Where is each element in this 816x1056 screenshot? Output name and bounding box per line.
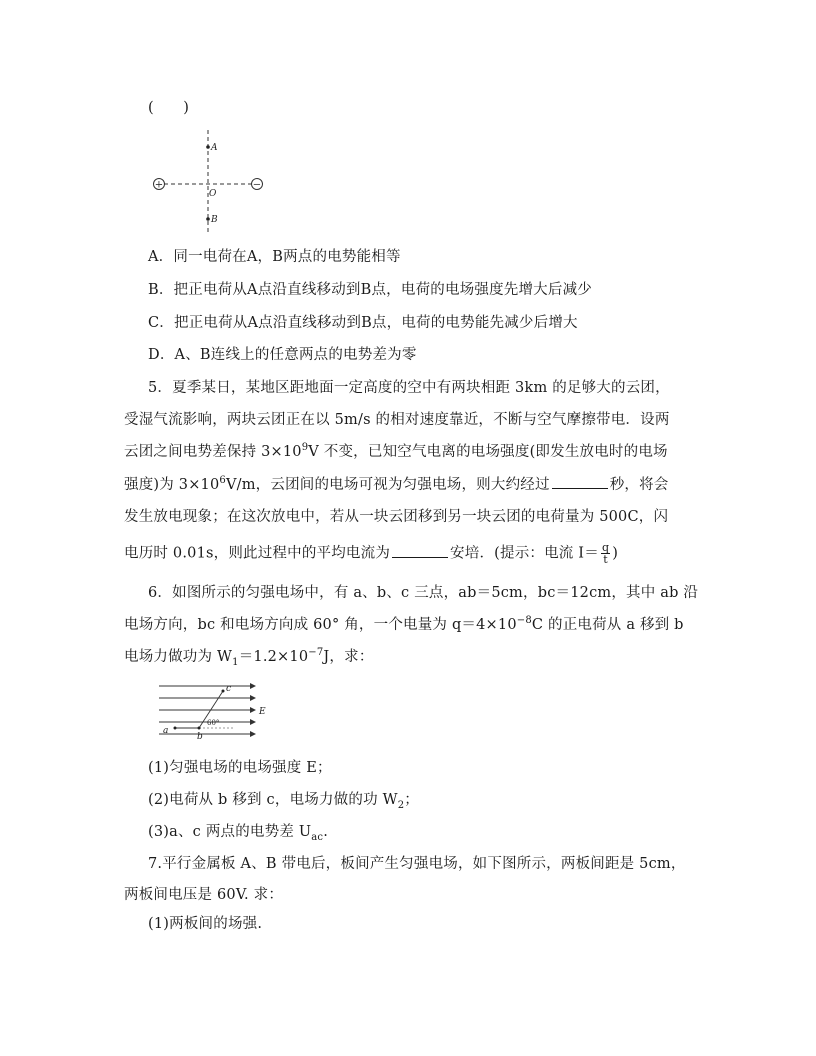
answer-bracket: ( ) — [148, 100, 190, 116]
label-a: A — [211, 143, 218, 153]
q6-sub-3: (3)a、c 两点的电势差 $U_{ac}$. — [148, 824, 329, 843]
option-c: C．把正电荷从A点沿直线移动到B点，电荷的电势能先减少后增大 — [148, 315, 578, 331]
point-a-dot — [206, 145, 210, 149]
q5-line-3: 云团之间电势差保持 $3\times 10^9V$ 不变，已知空气电离的电场强度(即发生放电时的电场 — [124, 442, 668, 460]
option-b: B．把正电荷从A点沿直线移动到B点，电荷的电场强度先增大后减少 — [148, 282, 592, 298]
label-b: B — [211, 215, 218, 225]
label-o: O — [209, 189, 217, 199]
q4-figure — [148, 128, 278, 238]
option-d: D．A、B连线上的任意两点的电势差为零 — [148, 347, 417, 363]
q6-line-3: 电场力做功为 $W_1=1.2\times 10^{-7}J$，求： — [124, 647, 374, 668]
point-c-dot — [222, 690, 225, 693]
minus-sign: − — [252, 179, 262, 191]
q7-line-2: 两板间电压是 60V. 求： — [124, 887, 284, 903]
q7-line-1: 7.平行金属板 A、B 带电后，板间产生匀强电场，如下图所示，两板间距是 5cm， — [148, 856, 686, 872]
label-b: b — [197, 732, 203, 740]
point-a-dot — [174, 727, 177, 730]
current-fraction: $\frac{q}{t}$ — [601, 541, 610, 566]
label-e: E — [259, 707, 266, 717]
q7-sub-1: (1)两板间的场强. — [148, 916, 263, 932]
q6-line-2: 电场方向，bc 和电场方向成 60° 角，一个电量为 $q=4\times 10^{-8}C$ 的正电荷从 a 移到 b — [124, 615, 684, 633]
option-a: A．同一电荷在A，B两点的电势能相等 — [148, 249, 401, 265]
label-a: a — [163, 726, 169, 736]
q6-line-1: 6．如图所示的匀强电场中，有 a、b、c 三点，ab＝5cm，bc＝12cm，其中 ab 沿 — [148, 585, 699, 601]
q5-line-5: 发生放电现象；在这次放电中，若从一块云团移到另一块云团的电荷量为 500C，闪 — [124, 509, 669, 525]
answer-blank-seconds — [552, 474, 608, 489]
point-b-dot — [206, 217, 210, 221]
q5-line-2: 受湿气流影响，两块云团正在以 5m/s 的相对速度靠近，不断与空气摩擦带电．设两 — [124, 412, 670, 428]
label-c: c — [226, 684, 232, 694]
q5-line-1: 5．夏季某日，某地区距地面一定高度的空中有两块相距 3km 的足够大的云团， — [148, 380, 670, 396]
q6-figure — [155, 678, 275, 740]
q5-line-6: 电历时 0.01s，则此过程中的平均电流为 安培．(提示：电流 I＝ $\frac{q}{t}$ ) — [124, 541, 619, 566]
answer-blank-current — [392, 543, 448, 558]
q6-sub-1: (1)匀强电场的电场强度 E； — [148, 760, 332, 776]
plus-sign: + — [154, 179, 164, 191]
label-angle: 60° — [207, 719, 220, 727]
q6-sub-2: (2)电荷从 b 移到 c，电场力做的功 $W_2$； — [148, 792, 419, 811]
q5-line-4: 强度)为 $3\times 10^6V/m$，云团间的电场可视为匀强电场，则大约经过 秒，将会 — [124, 475, 669, 493]
point-b-dot — [198, 727, 201, 730]
